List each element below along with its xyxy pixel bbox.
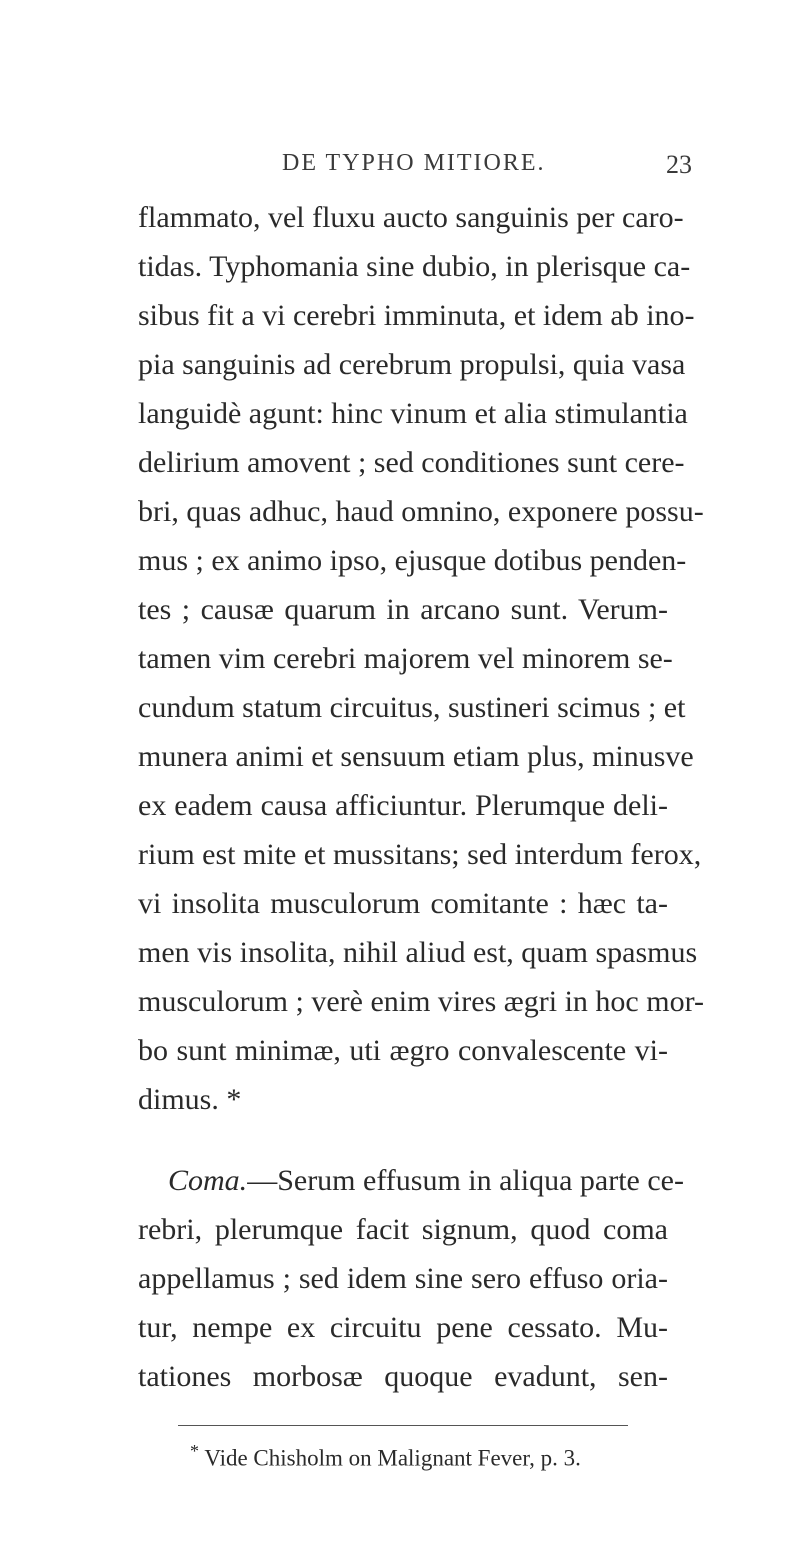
text-line: tamen vim cerebri majorem vel minorem se- <box>138 642 673 675</box>
text-line: tes ; causæ quarum in arcano sunt. Verum- <box>138 593 668 626</box>
text-line: tationes morbosæ quoque evadunt, sen- <box>138 1360 668 1393</box>
text-line: sibus fit a vi cerebri imminuta, et idem ab ino- <box>138 299 695 332</box>
text-line: delirium amovent ; sed conditiones sunt cere- <box>138 446 685 479</box>
text-line: pia sanguinis ad cerebrum propulsi, quia vasa <box>138 348 686 381</box>
text-line: tur, nempe ex circuitu pene cessato. Mu- <box>138 1311 668 1344</box>
text-line: vi insolita musculorum comitante : hæc ta- <box>138 887 668 920</box>
text-line: musculorum ; verè enim vires ægri in hoc mor- <box>138 985 704 1018</box>
footnote <box>190 1436 581 1474</box>
section-heading-coma: Coma. <box>168 1164 248 1197</box>
text-line: languidè agunt: hinc vinum et alia stimulantia <box>138 397 688 430</box>
text-line: dimus. * <box>138 1083 242 1116</box>
text-line: bo sunt minimæ, uti ægro convalescente vi- <box>138 1034 668 1067</box>
text-line: rebri, plerumque facit signum, quod coma <box>138 1213 668 1246</box>
footnote-text: Vide Chisholm on Malignant Fever, p. 3. <box>204 1445 581 1471</box>
text-line: munera animi et sensuum etiam plus, minusve <box>138 740 694 773</box>
text-line: mus ; ex animo ipso, ejusque dotibus penden- <box>138 544 687 577</box>
text-line: men vis insolita, nihil aliud est, quam spasmus <box>138 936 698 969</box>
text-line: rium est mite et mussitans; sed interdum ferox, <box>138 838 702 871</box>
text-line: tidas. Typhomania sine dubio, in plerisque ca- <box>138 250 691 283</box>
text-line: bri, quas adhuc, haud omnino, exponere possu- <box>138 495 704 528</box>
running-title: DE TYPHO MITIORE. <box>282 150 546 176</box>
page-number: 23 <box>666 150 692 179</box>
text-line: appellamus ; sed idem sine sero effuso oria- <box>138 1262 668 1295</box>
text-line: cundum statum circuitus, sustineri scimus ; et <box>138 691 686 724</box>
text-span: —Serum effusum in aliqua parte ce- <box>247 1164 684 1197</box>
footnote-divider <box>178 1425 628 1426</box>
footnote-marker: * <box>190 1441 199 1461</box>
text-line: ex eadem causa afficiuntur. Plerumque deli- <box>138 789 668 822</box>
coma-first-line <box>168 1158 684 1204</box>
text-line: flammato, vel fluxu aucto sanguinis per caro- <box>138 201 684 234</box>
running-head <box>0 150 800 190</box>
